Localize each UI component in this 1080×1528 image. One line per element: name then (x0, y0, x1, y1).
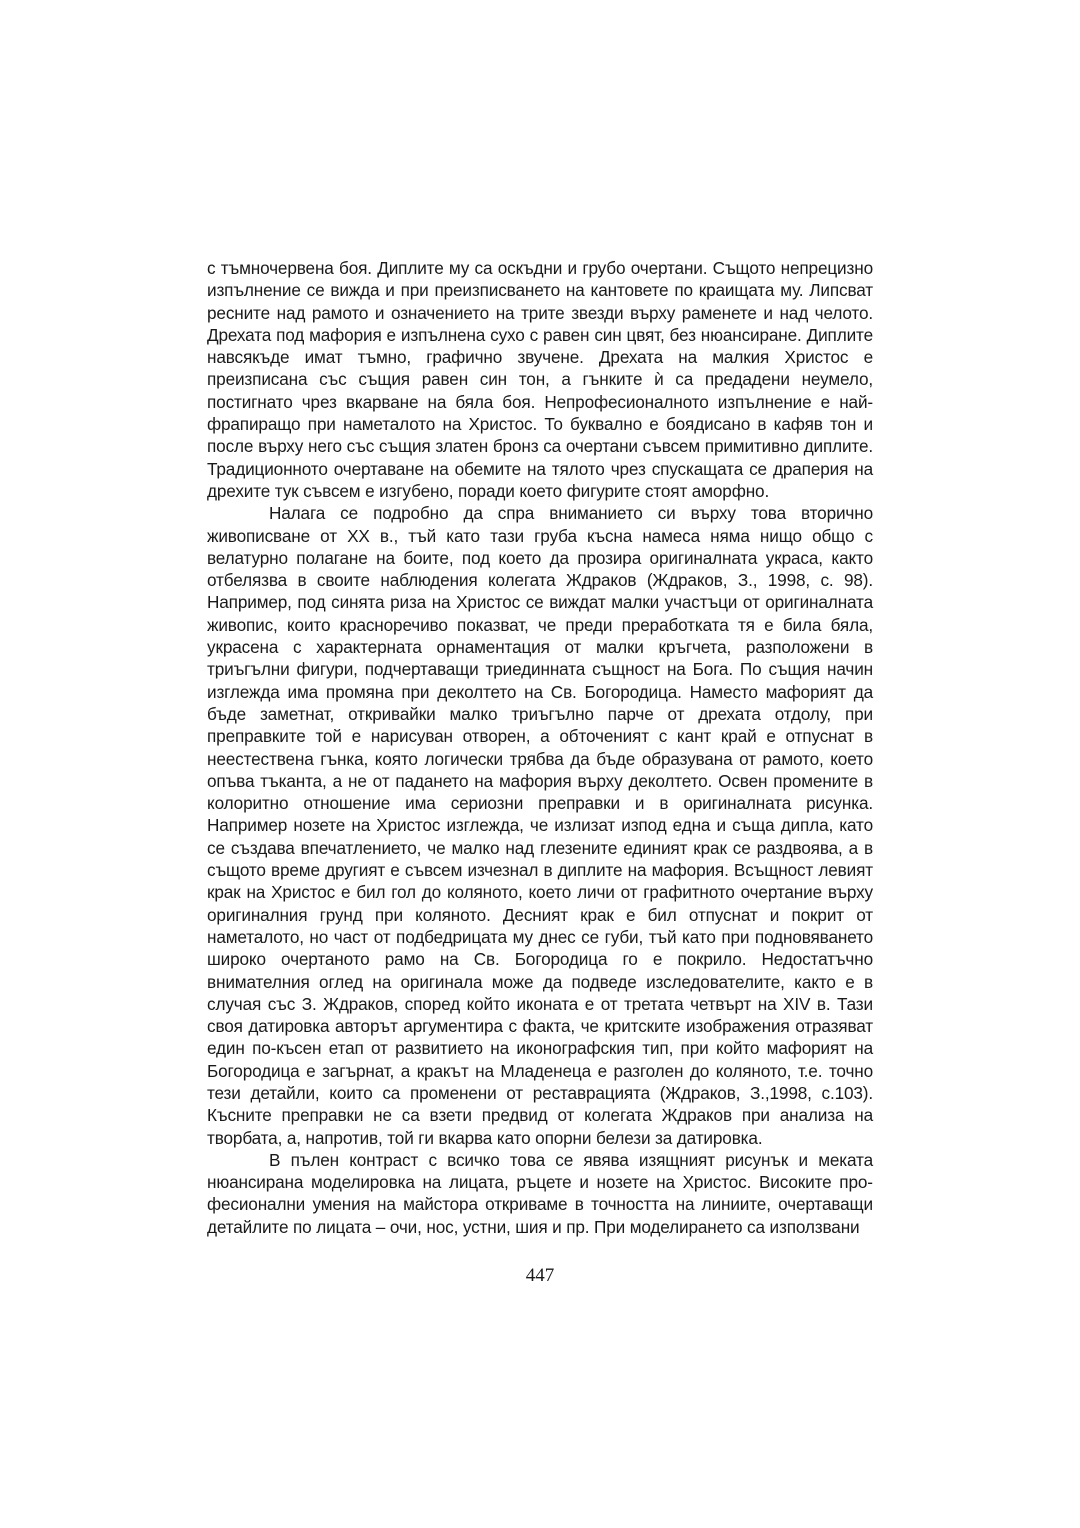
paragraph-1: с тъмночервена боя. Диплите му са оскъдни и грубо очертани. Същото непрецизно изпълнение се вижда и при преизписването на кантовете по краищата му. Липсват ресните над рамото и означението на трите звезди върху раменете и над челото. Дрехата под мафория е изпълнена сухо с равен син цвят, без нюансиране. Диплите навсякъде имат тъмно, графично звучене. Дрехата на малкия Христос е преизписана със същия равен син тон, а гънките ѝ са предадени неумело, постигнато чрез вкарване на бяла боя. Непрофесионалното изпълнение е най-фрапиращо при наметалото на Христос. То буквално е боядисано в кафяв тон и после върху него със същия златен бронз са очертани съвсем примитивно диплите. Традиционното очертаване на обемите на тялото чрез спускащата се драперия на дрехите тук съвсем е изгубено, поради което фигурите стоят аморфно. (207, 258, 873, 501)
page-number: 447 (525, 1265, 555, 1286)
body-text (207, 257, 873, 1238)
paragraph-2: Налага се подробно да спра вниманието си върху това вторично живописване от XX в., тъй като тази груба късна намеса няма нищо общо с велатурно полагане на боите, под което да прозира оригиналната украса, както отбелязва в своите наблюдения колегата Ждраков (Ждраков, З., 1998, с. 98). Например, под синята риза на Христос се виждат малки участъци от оригиналната живопис, които красноречиво показват, че преди преработката тя е била бяла, украсена с характерната орнаментация от малки кръгчета, разположени в триъгълни фигури, подчертаващи триединната същност на Бога. По същия начин изглежда има промяна при деколтето на Св. Богородица. Наместо мафорият да бъде заметнат, откривайки малко триъгълно парче от дрехата отдолу, при преправките той е нарисуван отворен, а обточеният с кант край е отпуснат в неестествена гънка, която логически трябва да бъде образувана от рамото, което опъва тъканта, а не от падането на мафория върху деколтето. Освен промените в колоритно отношение има сериозни преправки и в оригиналната рисунка. Например нозете на Христос изглежда, че излизат изпод една и съща дипла, като се създава впечатлението, че малко над глезените единият крак се раздвоява, а в същото време другият е съвсем изчезнал в диплите на мафория. Всъщност левият крак на Христос е бил гол до коляното, което личи от графитното очертание върху оригиналния грунд при коляното. Десният крак е бил отпуснат и покрит от наметалото, но част от подбедрицата му днес се губи, тъй като при подновяването широко очертаното рамо на Св. Богородица го е покрило. Недостатъчно внимателния оглед на оригинала може да подведе изследователите, както е в случая със З. Ждраков, според който иконата е от третата четвърт на XIV в. Тази своя датировка авторът аргументира с факта, че критските изображения отразяват един по-късен етап от развитието на иконографския тип, при който мафорият на Богородица е загърнат, а кракът на Младенеца е разголен до коляното, т.е. точно тези детайли, които са променени от реставрацията (Ждраков, З.,1998, с.103). Късните преправки не са взети предвид от колегата Ждраков при анализа на творбата, а, напротив, той ги вкарва като опорни белези за датировка. (207, 503, 873, 1148)
paragraph-3: В пълен контраст с всичко това се явява изящният рисунък и меката нюансирана моделировка на лицата, ръцете и нозете на Христос. Високите професионални умения на майстора откриваме в точността на линиите, очертаващи детайлите по лицата – очи, нос, устни, шия и пр. При моделирането са използвани (207, 1149, 873, 1237)
